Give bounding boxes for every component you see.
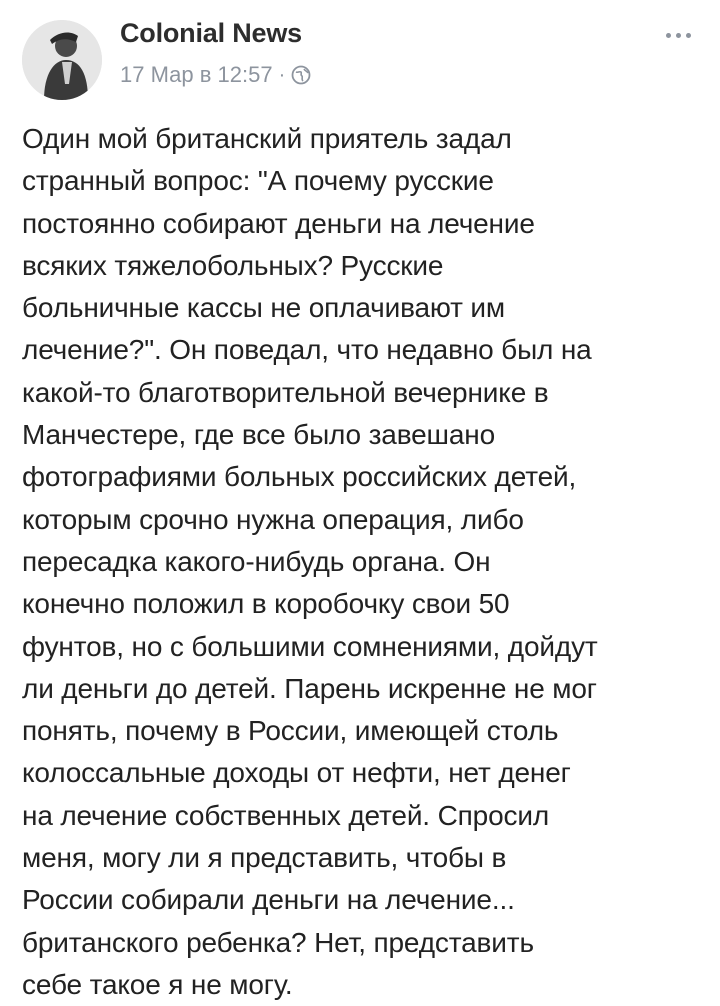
more-dot <box>666 33 671 38</box>
more-horizontal-icon[interactable] <box>658 20 698 50</box>
avatar-image <box>22 20 102 100</box>
post-header <box>22 16 698 100</box>
post-date[interactable]: 17 Мар в 12:57 <box>120 62 273 87</box>
avatar[interactable] <box>22 20 102 100</box>
meta-separator: · <box>278 63 286 86</box>
post-meta <box>120 62 311 88</box>
globe-icon[interactable] <box>291 65 311 85</box>
post-body-text: Один мой британский приятель задал странный вопрос: "А почему русские постоянно собирают деньги на лечение всяких тяжелобольных? Русские больничные кассы не оплачивают им лечение?". Он поведал, что недавно был на какой-то благотворительной вечернике в Манчестере, где все было завешано фотографиями больных российских детей, которым срочно нужна операция, либо пересадка какого-нибудь органа. Он конечно положил в коробочку свои 50 фунтов, но с большими сомнениями, дойдут ли деньги до детей. Парень искренне не мог понять, почему в России, имеющей столь колоссальные доходы от нефти, нет денег на лечение собственных детей. Спросил меня, могу ли я представить, чтобы в России собирали деньги на лечение... британского ребенка? Нет, представить себе такое я не могу. <box>22 123 598 1000</box>
author-name[interactable]: Colonial News <box>120 18 302 48</box>
more-dot <box>686 33 691 38</box>
more-dot <box>676 33 681 38</box>
